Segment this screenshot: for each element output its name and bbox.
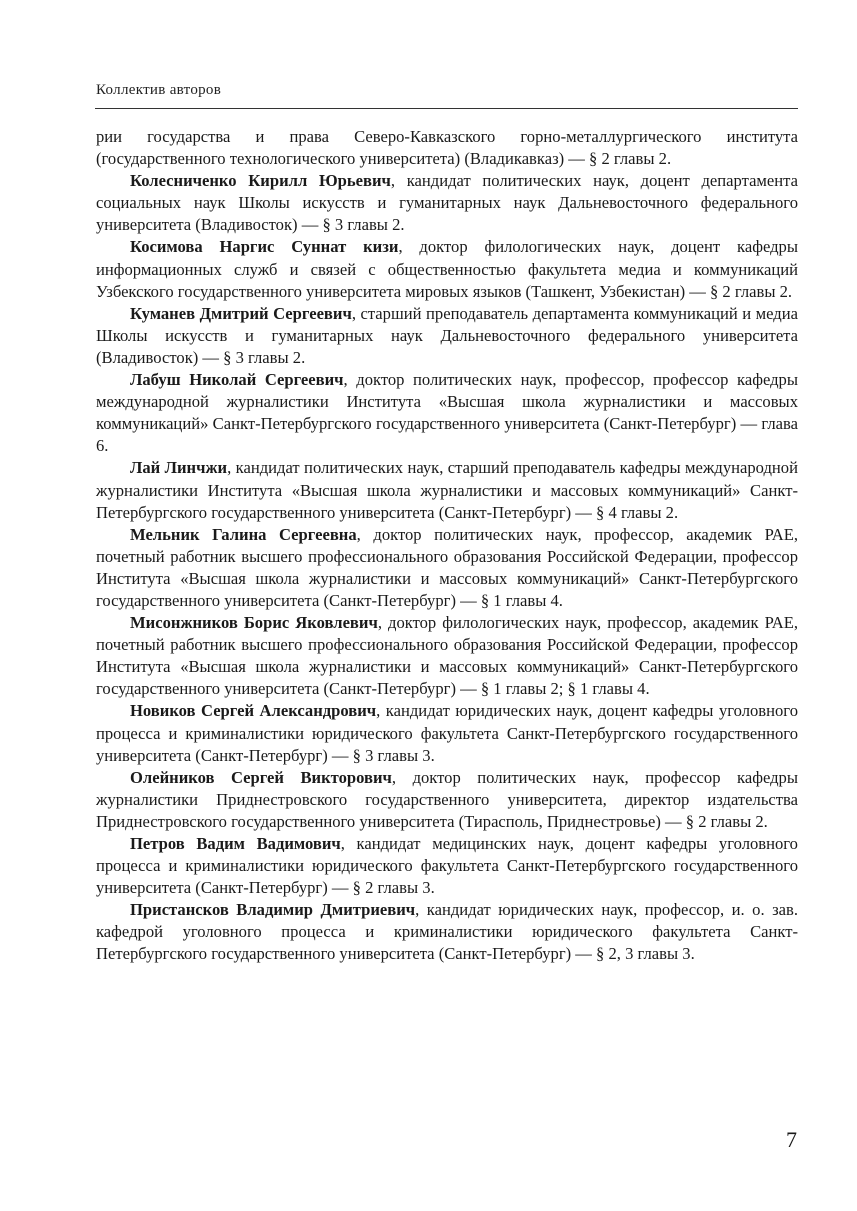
author-description: , кандидат политических наук, старший преподаватель кафедры международной журналистики Института «Высшая школа журналистики и массовых коммуникаций» Санкт-Петербургского государственного университета (Санкт-Петербург) — § 4 главы 2. <box>96 458 798 522</box>
author-entry <box>96 833 798 899</box>
author-name: Косимова Наргис Суннат кизи <box>130 237 399 257</box>
author-name: Лай Линчжи <box>130 458 228 478</box>
author-name: Мельник Галина Сергеевна <box>130 524 357 544</box>
author-name: Лабуш Николай Сергеевич <box>130 370 344 390</box>
author-description: , доктор политических наук, профессор кафедры журналистики Приднестровского государственного университета, директор издательства Приднестровского государственного университета (Тирасполь, Приднестровье) — § 2 главы 2. <box>96 767 798 831</box>
author-entry <box>96 303 798 369</box>
continuation-paragraph: рии государства и права Северо-Кавказского горно-металлургического института (государственного технологического университета) (Владикавказ) — § 2 главы 2. <box>96 127 798 169</box>
author-entry <box>96 524 798 612</box>
author-description: , доктор филологических наук, профессор, академик РАЕ, почетный работник высшего профессионального образования Российской Федерации, профессор Института «Высшая школа журналистики и массовых коммуникаций» Санкт-Петербургского государственного университета (Санкт-Петербург) — § 1 главы 2; § 1 главы 4. <box>96 613 798 699</box>
author-entry <box>96 457 798 523</box>
author-entry <box>96 170 798 236</box>
author-list <box>96 126 798 966</box>
author-description: , кандидат юридических наук, доцент кафедры уголовного процесса и криминалистики юридического факультета Санкт-Петербургского государственного университета (Санкт-Петербург) — § 3 главы 3. <box>96 701 798 765</box>
author-name: Новиков Сергей Александрович <box>130 701 377 721</box>
running-title: Коллектив авторов <box>96 82 222 98</box>
author-entry <box>96 899 798 965</box>
author-description: , кандидат политических наук, доцент департамента социальных наук Школы искусств и гуманитарных наук Дальневосточного федерального университета (Владивосток) — § 3 главы 2. <box>96 171 799 235</box>
header-rule <box>95 108 798 109</box>
author-entry <box>96 700 798 766</box>
author-description: , доктор политических наук, профессор, профессор кафедры международной журналистики Института «Высшая школа журналистики и массовых коммуникаций» Санкт-Петербургского государственного университета (Санкт-Петербург) — глава 6. <box>96 370 798 456</box>
author-name: Олейников Сергей Викторович <box>130 767 392 787</box>
author-description: , доктор политических наук, профессор, академик РАЕ, почетный работник высшего профессионального образования Российской Федерации, профессор Института «Высшая школа журналистики и массовых коммуникаций» Санкт-Петербургского государственного университета (Санкт-Петербург) — § 1 главы 4. <box>96 524 799 610</box>
author-name: Колесниченко Кирилл Юрьевич <box>130 171 391 191</box>
author-description: , кандидат медицинских наук, доцент кафедры уголовного процесса и криминалистики юридического факультета Санкт-Петербургского государственного университета (Санкт-Петербург) — § 2 главы 3. <box>96 834 798 898</box>
author-name: Мисонжников Борис Яковлевич <box>130 613 378 633</box>
author-description: , старший преподаватель департамента коммуникаций и медиа Школы искусств и гуманитарных наук Дальневосточного федерального университета (Владивосток) — § 3 главы 2. <box>96 303 798 367</box>
page-number: 7 <box>786 1127 797 1152</box>
author-name: Пристансков Владимир Дмитриевич <box>130 900 416 920</box>
author-entry <box>96 612 798 700</box>
author-name: Куманев Дмитрий Сергеевич <box>130 303 352 323</box>
author-name: Петров Вадим Вадимович <box>130 834 341 853</box>
author-entry <box>96 236 798 302</box>
author-entry <box>96 369 798 457</box>
author-description: , кандидат юридических наук, профессор, и. о. зав. кафедрой уголовного процесса и криминалистики юридического факультета Санкт-Петербургского государственного университета (Санкт-Петербург) — § 2, 3 главы 3. <box>96 900 798 964</box>
author-entry <box>96 767 798 833</box>
author-description: , доктор филологических наук, доцент кафедры информационных служб и связей с общественностью факультета медиа и коммуникаций Узбекского государственного университета мировых языков (Ташкент, Узбекистан) — § 2 главы 2. <box>96 237 798 301</box>
